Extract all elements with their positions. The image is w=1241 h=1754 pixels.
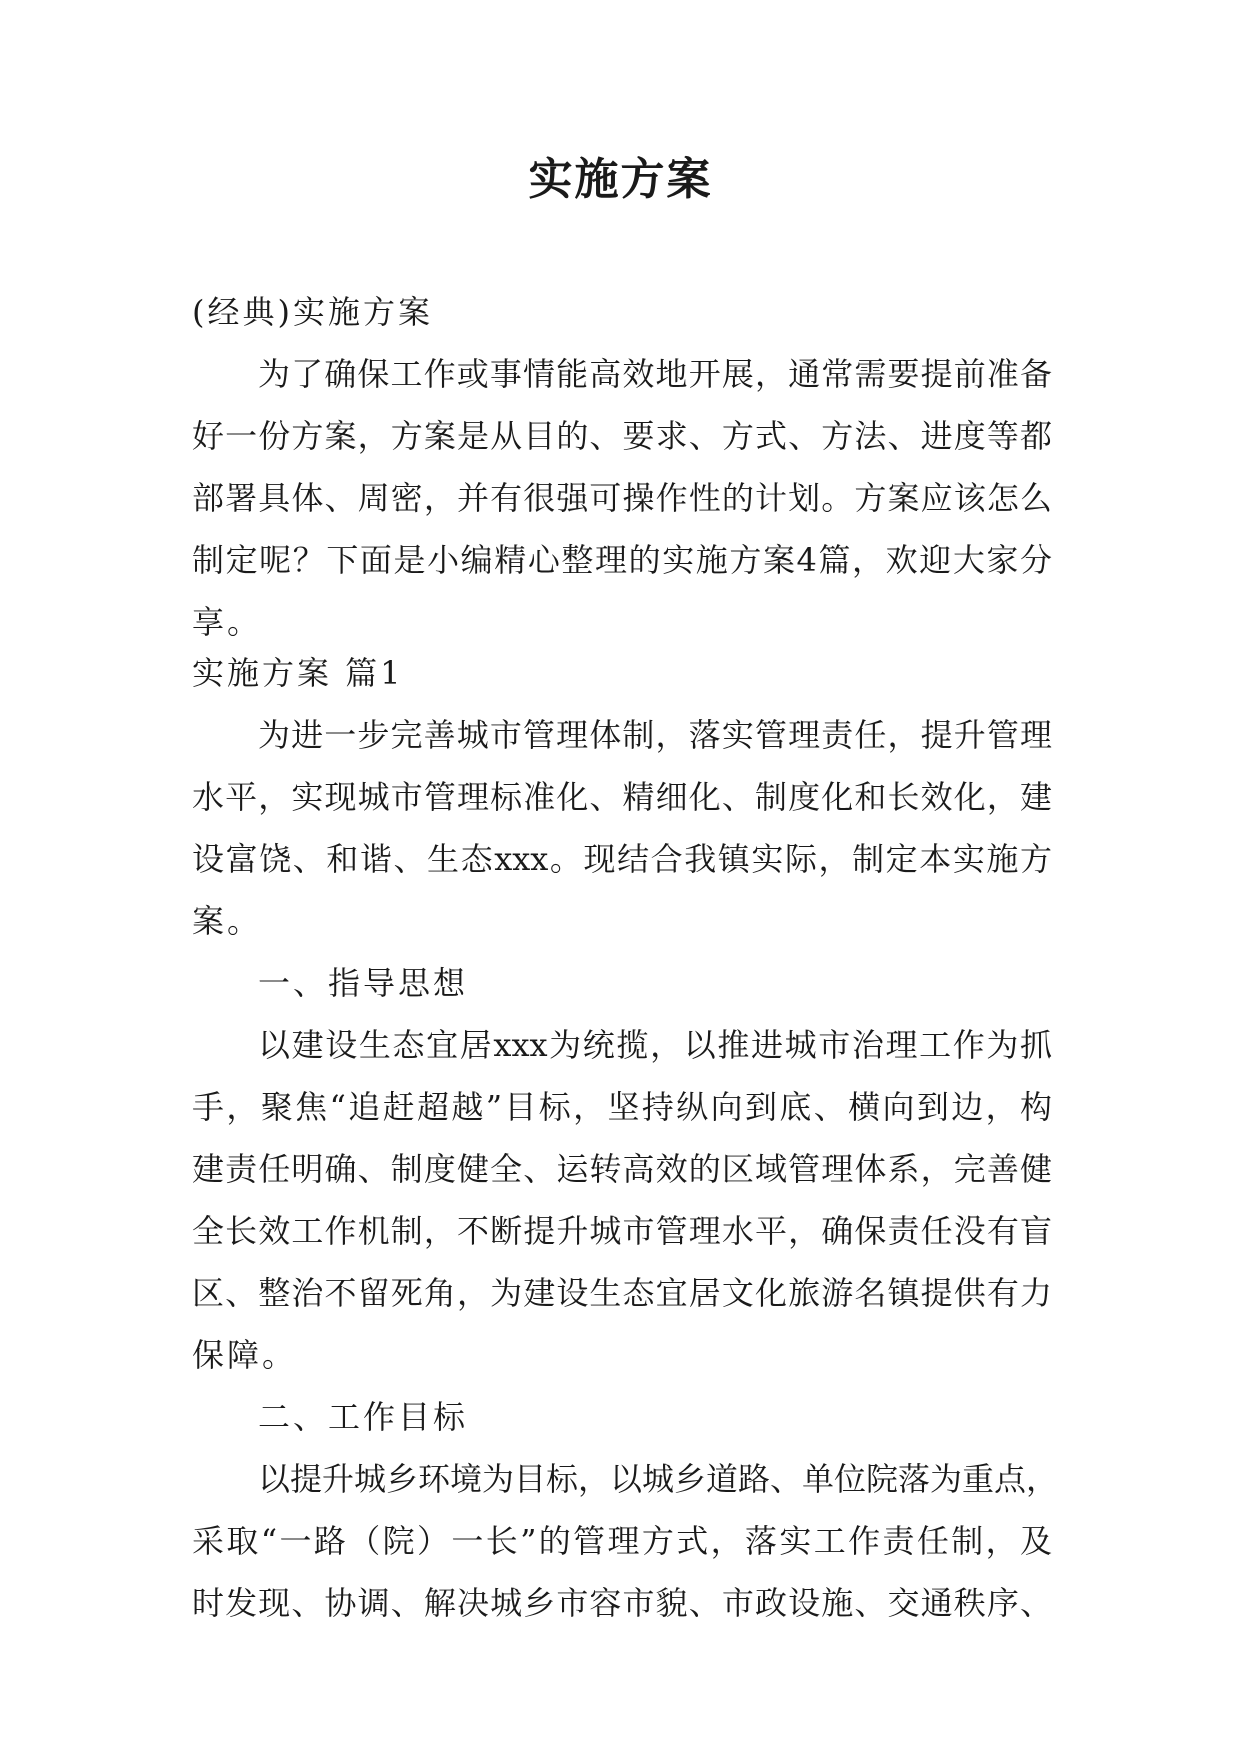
part2-heading: 二、工作目标: [258, 1398, 469, 1436]
section-intro-line: 案。: [192, 902, 263, 940]
part2-body-line: 以提升城乡环境为目标，以城乡道路、单位院落为重点，: [258, 1460, 1059, 1498]
intro-line: 好一份方案，方案是从目的、要求、方式、方法、进度等都: [192, 417, 1052, 455]
intro-line: 享。: [192, 603, 263, 641]
document-title: 实施方案: [528, 154, 713, 205]
intro-line: 制定呢？下面是小编精心整理的实施方案4篇，欢迎大家分: [192, 541, 1052, 579]
part2-body-line: 时发现、协调、解决城乡市容市貌、市政设施、交通秩序、: [192, 1584, 1052, 1622]
part1-heading: 一、指导思想: [258, 964, 469, 1002]
section-intro-line: 设富饶、和谐、生态xxx。现结合我镇实际，制定本实施方: [192, 840, 1052, 878]
intro-line: 为了确保工作或事情能高效地开展，通常需要提前准备: [258, 355, 1052, 393]
part2-body-line: 采取“一路（院）一长”的管理方式，落实工作责任制，及: [192, 1522, 1052, 1560]
section-intro-line: 为进一步完善城市管理体制，落实管理责任，提升管理: [258, 716, 1052, 754]
section-heading: 实施方案 篇1: [192, 654, 404, 692]
intro-line: 部署具体、周密，并有很强可操作性的计划。方案应该怎么: [192, 479, 1052, 517]
part1-body-line: 保障。: [192, 1336, 298, 1374]
part1-body-line: 以建设生态宜居xxx为统揽，以推进城市治理工作为抓: [258, 1026, 1052, 1064]
part1-body-line: 全长效工作机制，不断提升城市管理水平，确保责任没有盲: [192, 1212, 1052, 1250]
part1-body-line: 手，聚焦“追赶超越”目标，坚持纵向到底、横向到边，构: [192, 1088, 1052, 1126]
part1-body-line: 区、整治不留死角，为建设生态宜居文化旅游名镇提供有力: [192, 1274, 1052, 1312]
section-intro-line: 水平，实现城市管理标准化、精细化、制度化和长效化，建: [192, 778, 1052, 816]
document-subtitle: (经典)实施方案: [192, 293, 433, 331]
part1-body-line: 建责任明确、制度健全、运转高效的区域管理体系，完善健: [192, 1150, 1052, 1188]
